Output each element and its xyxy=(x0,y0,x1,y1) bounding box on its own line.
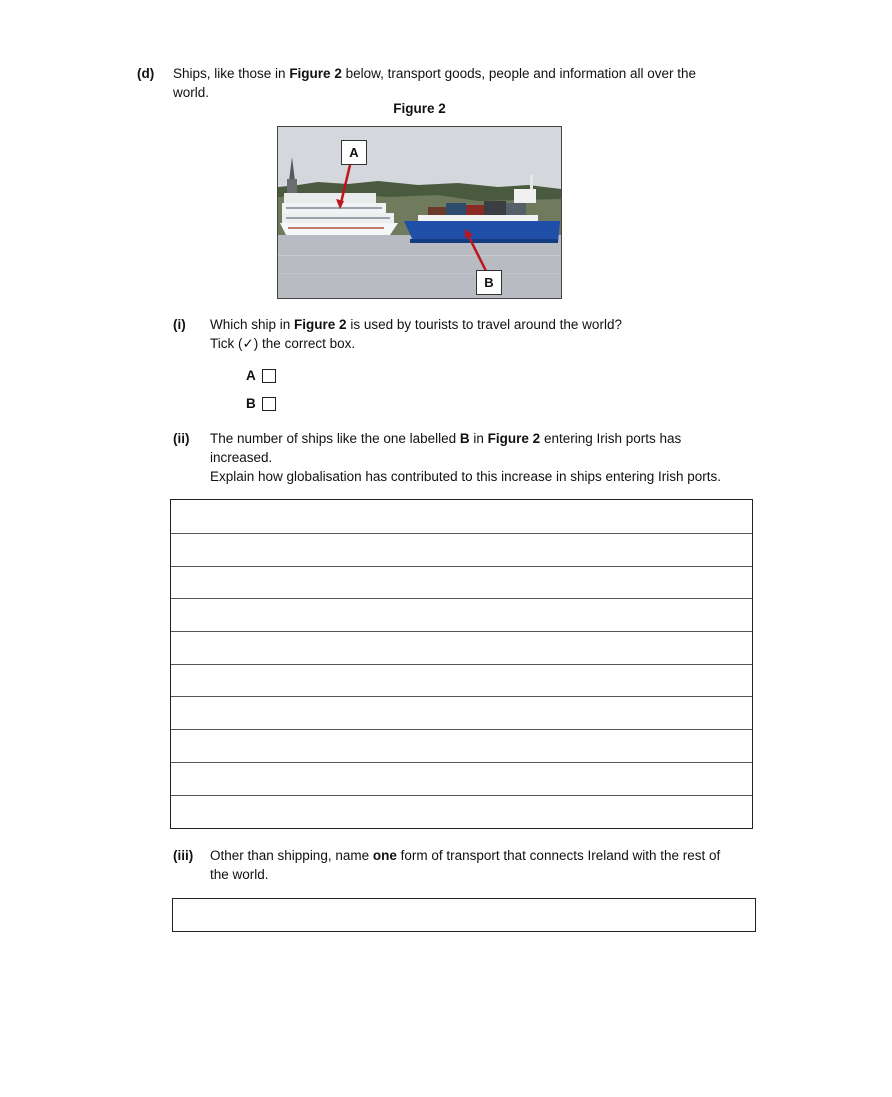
option-b-checkbox[interactable] xyxy=(262,397,276,411)
answer-line xyxy=(171,664,752,665)
option-b-label: B xyxy=(246,396,256,411)
answer-line xyxy=(171,598,752,599)
harbour-illustration xyxy=(278,127,561,298)
option-a xyxy=(246,368,276,383)
question-ii-text xyxy=(210,429,790,486)
answer-line xyxy=(171,566,752,567)
label-a-tag: A xyxy=(341,140,367,165)
question-ii-text-part: in xyxy=(469,431,488,446)
answer-line xyxy=(171,696,752,697)
water xyxy=(278,235,561,298)
figure-reference: Figure 2 xyxy=(487,431,541,446)
question-d-text-part: below, transport goods, people and information all over the xyxy=(341,66,697,81)
answer-line xyxy=(171,631,752,632)
question-ii-text-line3: Explain how globalisation has contributed to this increase in ships entering Irish ports. xyxy=(210,469,722,484)
question-iii-text-line2: the world. xyxy=(210,867,269,882)
option-b xyxy=(246,396,276,411)
question-iii-text-part: Other than shipping, name xyxy=(210,848,373,863)
answer-line xyxy=(171,762,752,763)
label-b-tag: B xyxy=(476,270,502,295)
question-label-ii: (ii) xyxy=(173,431,190,446)
question-label-i: (i) xyxy=(173,317,186,332)
question-d-text-line2: world. xyxy=(173,85,210,100)
question-iii-text-part: form of transport that connects Ireland with the rest of xyxy=(396,848,721,863)
figure-title: Figure 2 xyxy=(393,101,446,116)
question-ii-text-line2: increased. xyxy=(210,450,273,465)
question-iii-text xyxy=(210,846,790,884)
answer-line xyxy=(171,533,752,534)
option-a-label: A xyxy=(246,368,256,383)
figure-reference: Figure 2 xyxy=(294,317,347,332)
question-label-iii: (iii) xyxy=(173,848,194,863)
ship-b-reference: B xyxy=(459,431,470,446)
question-ii-text-part: entering Irish ports has xyxy=(540,431,682,446)
answer-line xyxy=(171,729,752,730)
question-i-text xyxy=(210,315,770,353)
figure-reference: Figure 2 xyxy=(289,66,342,81)
question-label-d: (d) xyxy=(137,66,155,81)
question-i-text-part: Which ship in xyxy=(210,317,295,332)
tick-instruction: Tick (✓) the correct box. xyxy=(210,336,356,351)
question-d-text-part: Ships, like those in xyxy=(173,66,290,81)
answer-box-ii[interactable] xyxy=(170,499,753,829)
water-ripple xyxy=(278,273,561,274)
option-a-checkbox[interactable] xyxy=(262,369,276,383)
question-ii-text-part: The number of ships like the one labelled xyxy=(210,431,460,446)
ships-photo xyxy=(277,126,562,299)
emphasis-one: one xyxy=(372,848,397,863)
answer-box-iii[interactable] xyxy=(172,898,756,932)
answer-line xyxy=(171,795,752,796)
question-d-text xyxy=(173,64,763,102)
question-i-text-part: is used by tourists to travel around the world? xyxy=(346,317,622,332)
water-ripple xyxy=(278,255,561,256)
